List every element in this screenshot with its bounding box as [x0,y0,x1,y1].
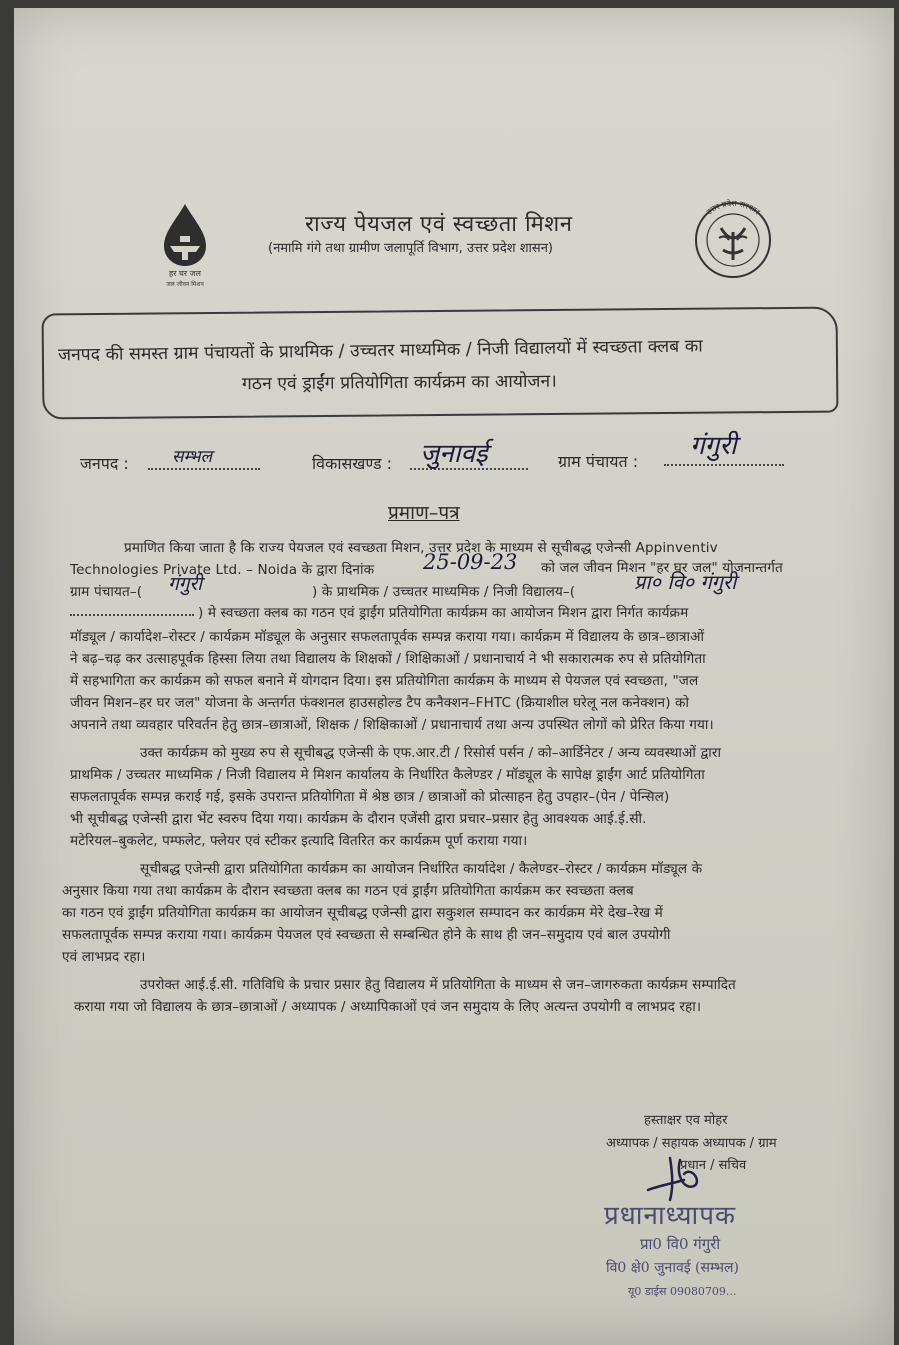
para1-line-9: अपनाने तथा व्यवहार परिवर्तन हेतु छात्र–छात्राओं, शिक्षक / शिक्षिकाओं / प्रधानाचार्य तथा अन्य उपस्थित लोगों को प्रेरित किया गया। [70,717,714,733]
para1-line-2b: को जल जीवन मिशन "हर घर जल" योजनान्तर्गत [541,560,783,576]
para4-line-1: उपरोक्त आई.ई.सी. गतिविधि के प्रचार प्रसार हेतु विद्यालय में प्रतियोगिता के माध्यम से जन–जागरुकता कार्यक्रम सम्पादित [140,977,736,993]
para1-line-4: ) मे स्वच्छता क्लब का गठन एवं ड्राईंग प्रतियोगिता कार्यक्रम का आयोजन मिशन द्वारा निर्गत कार्यक्रम [198,605,689,621]
signatory-roles: अध्यापक / सहायक अध्यापक / ग्राम [606,1136,777,1151]
para4-line-2: कराया गया जो विद्यालय के छात्र–छात्राओं / अध्यापक / अध्यापिकाओं एवं जन समुदाय के लिए अत्यन्त उपयोगी व लाभप्रद रहा। [74,999,702,1015]
handwritten-school: प्रा० वि० गंगुरी [634,570,737,594]
para1-line-5: मॉड्यूल / कार्यादेश–रोस्टर / कार्यक्रम मॉड्यूल के अनुसार सफलतापूर्वक सम्पन्न कराया गया। कार्यक्रम में विद्यालय के छात्र–छात्राओं [70,629,705,645]
up-government-seal [683,198,783,278]
org-title: राज्य पेयजल एवं स्वच्छता मिशन [305,212,573,237]
para3-line-5: एवं लाभप्रद रहा। [62,949,146,965]
para1-line-3a: ग्राम पंचायत–( [70,584,143,600]
para1-line-1: प्रमाणित किया जाता है कि राज्य पेयजल एवं स्वच्छता मिशन, उत्तर प्रदेश के माध्यम से सूचीबद्ध एजेन्सी Appinventiv [124,540,718,556]
handwritten-date: 25-09-23 [423,550,518,574]
stamp-title: प्रधानाध्यापक [604,1201,737,1231]
para1-line-7: में सहभागिता कर कार्यक्रम को सफल बनाने में योगदान दिया। इस प्रतियोगिता कार्यक्रम के माध्यम से पेयजल एवं स्वच्छता, "जल [70,673,699,689]
para3-line-3: का गठन एवं ड्राईंग प्रतियोगिता कार्यक्रम का आयोजन सूचीबद्ध एजेन्सी द्वारा सकुशल सम्पादन कर कार्यक्रम मेरे देख–रेख में [62,905,663,921]
para2-line-5: मटेरियल–बुकलेट, पम्फलेट, फ्लेयर एवं स्टीकर इत्यादि वितरित कर कार्यक्रम पूर्ण कराया गया। [70,833,528,849]
gram-panchayat-value: गंगुरी [690,431,737,461]
para2-line-2: प्राथमिक / उच्चतर माध्यमिक / निजी विद्यालय मे मिशन कार्यालय के निर्धारित कैलेण्डर / मॉड्यूल के सापेक्ष ड्राईंग आर्ट प्रतियोगिता [70,767,705,783]
district-value: सम्भल [172,447,213,467]
logo-text-2: जल जीवन मिशन [166,281,204,288]
logo-text-1: हर घर जल [169,269,201,278]
para3-line-1: सूचीबद्ध एजेन्सी द्वारा प्रतियोगिता कार्यक्रम का आयोजन निर्धारित कार्यादेश / कैलेण्डर–रोस्टर / कार्यक्रम मॉड्यूल के [140,861,703,877]
har-ghar-jal-logo [150,200,220,290]
stamp-line-2: वि0 क्षे0 जुनावई (सम्भल) [606,1260,739,1276]
subject-line-2: गठन एवं ड्राईंग प्रतियोगिता कार्यक्रम का आयोजन। [241,371,557,395]
para2-line-3: सफलतापूर्वक सम्पन्न कराई गई, इसके उपरान्त प्रतियोगिता में श्रेष्ठ छात्र / छात्राओं को प्रोत्साहन हेतु उपहार–(पेन / पेन्सिल) [70,789,670,805]
para2-line-1: उक्त कार्यक्रम को मुख्य रुप से सूचीबद्ध एजेन्सी के एफ.आर.टी / रिसोर्स पर्सन / को–आर्डिनेटर / अन्य व्यवस्थाओं द्वारा [140,745,722,761]
para2-line-4: भी सूचीबद्ध एजेन्सी द्वारा भेंट स्वरुप दिया गया। कार्यक्रम के दौरान एजेंसी द्वारा प्रचार–प्रसार हेतु आवश्यक आई.ई.सी. [70,811,647,827]
subject-line-1: जनपद की समस्त ग्राम पंचायतों के प्राथमिक / उच्चतर माध्यमिक / निजी विद्यालयों में स्वच्छता क्लब का [57,336,703,366]
seal-text: उत्तर प्रदेश सरकार [704,198,762,217]
block-value: जुनावई [420,439,488,469]
para1-line-2a: Technologies Private Ltd. – Noida के द्वारा दिनांक [70,562,375,578]
signatory-roles-2: प्रधान / सचिव [680,1158,747,1173]
signature-label: हस्ताक्षर एव मोहर [644,1113,728,1128]
para1-line-3b: ) के प्राथमिक / उच्चतर माध्यमिक / निजी विद्यालय–( [312,584,576,600]
district-label: जनपद : [80,454,129,473]
para3-line-2: अनुसार किया गया तथा कार्यक्रम के दौरान स्वच्छता क्लब का गठन एवं ड्राईंग प्रतियोगिता कार्यक्रम कर स्वच्छता क्लब [62,883,634,899]
block-label: विकासखण्ड : [312,454,393,473]
district-dotted-line [148,468,260,470]
org-subtitle: (नमामि गंगे तथा ग्रामीण जलापूर्ति विभाग, उत्तर प्रदेश शासन) [268,241,553,256]
gram-panchayat-dotted-line [664,464,784,466]
handwritten-gram-panchayat: गंगुरी [168,573,203,595]
stamp-line-1: प्रा0 वि0 गंगुरी [640,1235,721,1253]
para1-line-6: ने बढ़–चढ़ कर उत्साहपूर्वक हिस्सा लिया तथा विद्यालय के शिक्षकों / शिक्षिकाओं / प्रधानाचार्य ने भी सकारात्मक रुप से प्रतियोगिता [70,651,706,667]
stamp-line-3: यू0 डाईस 09080709... [628,1285,737,1298]
gram-panchayat-label: ग्राम पंचायत : [558,452,639,471]
para3-line-4: सफलतापूर्वक सम्पन्न कराया गया। कार्यक्रम पेयजल एवं स्वच्छता से सम्बन्धित होने के साथ ही जन–समुदाय एवं बाल उपयोगी [62,927,671,943]
para1-line-8: जीवन मिशन–हर घर जल" योजना के अन्तर्गत फंक्शनल हाउसहोल्ड टैप कनैक्शन–FHTC (क्रियाशील घरेलू नल कनेक्शन) को [70,695,690,711]
school-dotted-line [70,614,194,616]
certificate-title: प्रमाण–पत्र [388,502,460,524]
